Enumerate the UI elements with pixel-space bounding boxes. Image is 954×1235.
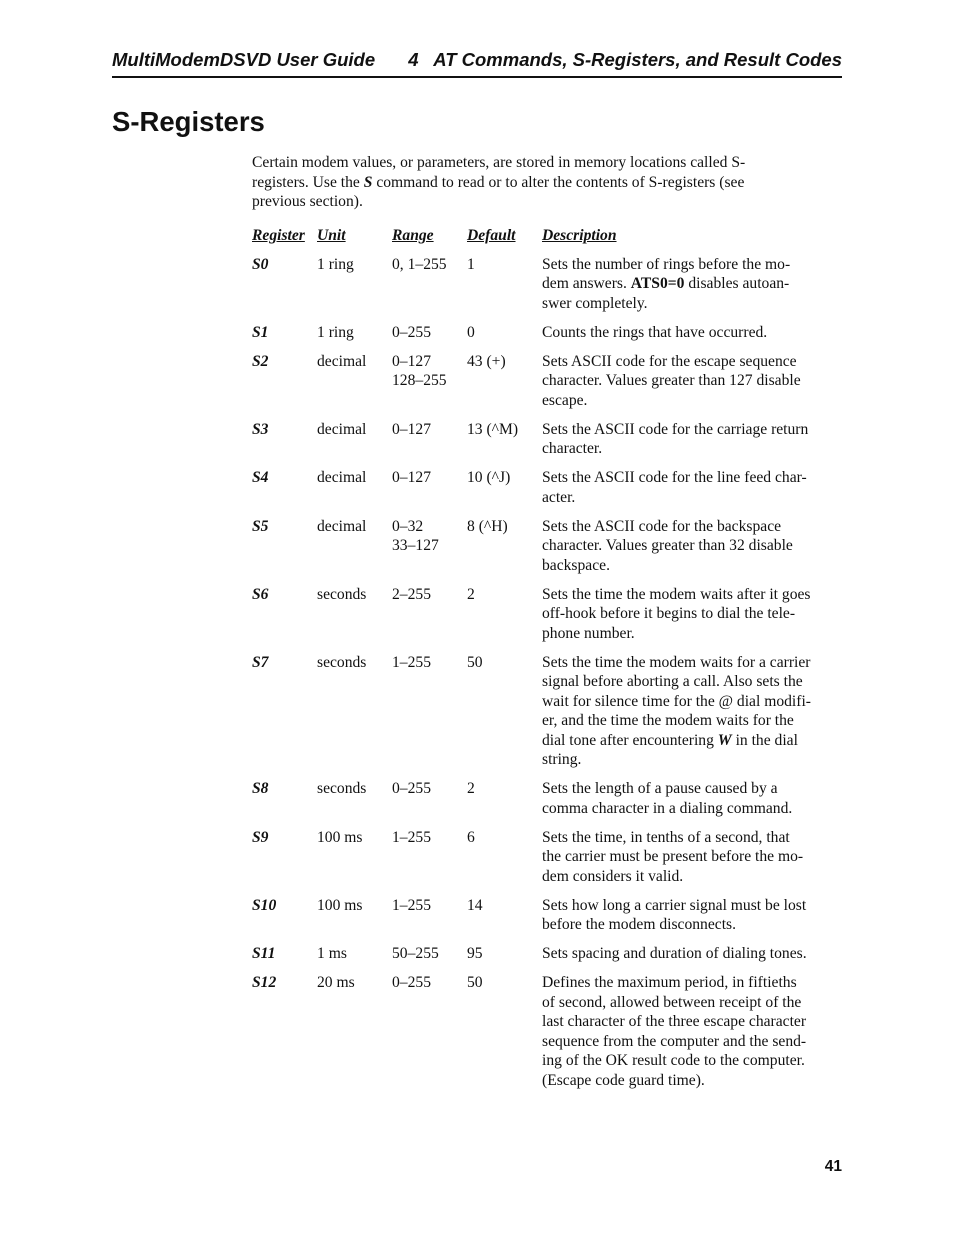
unit-cell: seconds	[317, 780, 367, 797]
description-cell	[542, 779, 847, 818]
description-line: string.	[542, 751, 582, 768]
range-cell	[392, 585, 467, 644]
table-row	[252, 585, 852, 644]
register-cell: S9	[252, 828, 269, 846]
description-line: dial tone after encountering W in the dial	[542, 731, 798, 749]
default-cell: 14	[467, 896, 483, 914]
intro-text: registers. Use the	[252, 173, 364, 191]
page-number: 41	[824, 1158, 842, 1175]
default-cell: 13 (^M)	[467, 420, 519, 438]
description-cell	[542, 517, 847, 576]
unit-cell: 20 ms	[317, 974, 355, 991]
description-line: Sets the time the modem waits for a carrier	[542, 653, 811, 671]
header-guide-title: MultiModemDSVD User Guide	[112, 49, 376, 70]
description-line: acter.	[542, 488, 576, 506]
register-cell: S6	[252, 585, 269, 603]
table-row	[252, 896, 852, 935]
default-cell: 8 (^H)	[467, 517, 508, 535]
description-line: Sets the time the modem waits after it goes	[542, 585, 811, 603]
description-line: comma character in a dialing command.	[542, 799, 793, 817]
unit-cell: decimal	[317, 352, 367, 370]
register-cell: S2	[252, 352, 269, 370]
range-cell	[392, 323, 467, 343]
description-line: last character of the three escape character	[542, 1013, 807, 1030]
default-cell: 50	[467, 974, 483, 991]
description-line: dem answers. ATS0=0 disables autoan-	[542, 275, 790, 292]
description-line: Sets spacing and duration of dialing tones.	[542, 945, 807, 962]
range-line: 0–127	[392, 420, 431, 438]
range-cell	[392, 779, 467, 818]
description-cell	[542, 323, 847, 343]
description-line: swer completely.	[542, 294, 648, 312]
range-line: 1–255	[392, 653, 431, 671]
range-cell	[392, 828, 467, 887]
table-row	[252, 828, 852, 887]
description-line: Sets the ASCII code for the carriage return	[542, 420, 809, 438]
description-cell	[542, 653, 847, 770]
default-cell: 10 (^J)	[467, 469, 511, 486]
unit-cell: seconds	[317, 653, 367, 671]
range-line: 0–32	[392, 517, 424, 535]
intro-line: previous section).	[252, 193, 363, 211]
description-line: character.	[542, 440, 603, 457]
s-command: S	[363, 173, 373, 191]
description-line: (Escape code guard time).	[542, 1071, 705, 1089]
description-line: er, and the time the modem waits for the	[542, 712, 794, 729]
description-cell	[542, 585, 847, 644]
description-line: Sets ASCII code for the escape sequence	[542, 352, 797, 370]
register-cell: S3	[252, 420, 269, 438]
unit-cell: 1 ms	[317, 945, 347, 962]
description-line: ing of the OK result code to the computer.	[542, 1052, 805, 1069]
description-line: wait for silence time for the @ dial modifi-	[542, 692, 811, 710]
description-cell	[542, 420, 847, 459]
description-line: of second, allowed between receipt of the	[542, 993, 802, 1011]
register-cell: S7	[252, 653, 269, 671]
range-cell	[392, 352, 467, 411]
default-cell: 2	[467, 780, 475, 797]
register-cell: S5	[252, 517, 269, 535]
description-line: off-hook before it begins to dial the tele-	[542, 605, 796, 622]
register-cell: S0	[252, 255, 269, 273]
range-line: 1–255	[392, 896, 431, 914]
intro-line	[252, 173, 812, 193]
register-cell: S10	[252, 896, 277, 914]
description-cell	[542, 896, 847, 935]
register-cell: S11	[252, 945, 276, 962]
description-cell	[542, 352, 847, 411]
description-line: dem considers it valid.	[542, 867, 684, 885]
header-register: Register	[252, 227, 305, 244]
range-line: 50–255	[392, 945, 439, 962]
range-cell	[392, 973, 467, 1090]
range-line: 2–255	[392, 585, 431, 603]
default-cell: 43 (+)	[467, 352, 506, 370]
unit-cell: 100 ms	[317, 828, 363, 846]
table-row	[252, 420, 852, 459]
range-line: 0–255	[392, 780, 431, 797]
header-description: Description	[542, 227, 617, 244]
default-cell: 50	[467, 653, 483, 671]
unit-cell: 1 ring	[317, 323, 354, 341]
description-cell	[542, 828, 847, 887]
description-cell	[542, 468, 847, 507]
range-cell	[392, 653, 467, 770]
range-line: 128–255	[392, 372, 447, 389]
intro-text: command to read or to alter the contents of S-registers (see	[372, 173, 745, 191]
description-line: the carrier must be present before the mo-	[542, 848, 804, 865]
description-line: Sets the number of rings before the mo-	[542, 255, 791, 273]
running-header	[112, 48, 842, 78]
range-line: 0–255	[392, 974, 431, 991]
unit-cell: 100 ms	[317, 896, 363, 914]
register-cell: S4	[252, 469, 269, 486]
table-row	[252, 517, 852, 576]
default-cell: 6	[467, 828, 475, 846]
description-line: before the modem disconnects.	[542, 916, 736, 933]
description-line: character. Values greater than 127 disable	[542, 372, 801, 389]
intro-paragraph	[252, 153, 812, 212]
default-cell: 2	[467, 585, 475, 603]
table-row	[252, 779, 852, 818]
page-title: S-Registers	[112, 106, 265, 137]
description-line: Sets the ASCII code for the backspace	[542, 517, 782, 535]
register-cell: S12	[252, 974, 277, 991]
description-line: Sets the length of a pause caused by a	[542, 780, 778, 797]
range-cell	[392, 420, 467, 459]
range-line: 0–127	[392, 352, 431, 370]
description-line: Sets how long a carrier signal must be lost	[542, 896, 807, 914]
unit-cell: decimal	[317, 420, 367, 438]
description-cell	[542, 973, 847, 1090]
description-line: escape.	[542, 391, 588, 409]
range-line: 0–255	[392, 323, 431, 341]
description-line: Defines the maximum period, in fiftieths	[542, 974, 797, 991]
default-cell: 0	[467, 323, 475, 341]
default-cell: 1	[467, 255, 475, 273]
description-line: character. Values greater than 32 disable	[542, 537, 793, 554]
range-cell	[392, 468, 467, 507]
range-cell	[392, 255, 467, 314]
header-chapter-title: 4 AT Commands, S-Registers, and Result Codes	[408, 49, 842, 70]
register-cell: S1	[252, 323, 269, 341]
range-cell	[392, 517, 467, 576]
header-default: Default	[467, 227, 516, 244]
range-line: 0, 1–255	[392, 255, 447, 273]
table-row	[252, 255, 852, 314]
unit-cell: decimal	[317, 469, 367, 486]
unit-cell: 1 ring	[317, 255, 354, 273]
table-row	[252, 973, 852, 1090]
description-line: sequence from the computer and the send-	[542, 1032, 807, 1050]
intro-line: Certain modem values, or parameters, are stored in memory locations called S-	[252, 154, 746, 171]
description-line: backspace.	[542, 556, 610, 574]
range-cell	[392, 944, 467, 964]
header-range: Range	[392, 227, 434, 244]
table-row	[252, 944, 852, 964]
range-line: 1–255	[392, 828, 431, 846]
default-cell: 95	[467, 945, 483, 962]
table-header-row	[252, 226, 852, 246]
table-row	[252, 468, 852, 507]
s-register-table	[252, 226, 852, 1100]
dial-modifier-text: W	[717, 731, 732, 749]
register-cell: S8	[252, 780, 269, 797]
command-text: ATS0=0	[630, 275, 685, 292]
description-line: signal before aborting a call. Also sets the	[542, 673, 803, 690]
description-line: phone number.	[542, 624, 635, 642]
table-row	[252, 653, 852, 770]
range-line: 0–127	[392, 469, 431, 486]
description-line: Sets the time, in tenths of a second, that	[542, 828, 790, 846]
table-row	[252, 323, 852, 343]
description-cell	[542, 944, 847, 964]
description-cell	[542, 255, 847, 314]
unit-cell: seconds	[317, 585, 367, 603]
table-body	[252, 255, 852, 1091]
description-line: Counts the rings that have occurred.	[542, 323, 768, 341]
unit-cell: decimal	[317, 517, 367, 535]
range-cell	[392, 896, 467, 935]
table-row	[252, 352, 852, 411]
range-line: 33–127	[392, 537, 439, 554]
header-unit: Unit	[317, 227, 346, 244]
description-line: Sets the ASCII code for the line feed char-	[542, 469, 807, 486]
